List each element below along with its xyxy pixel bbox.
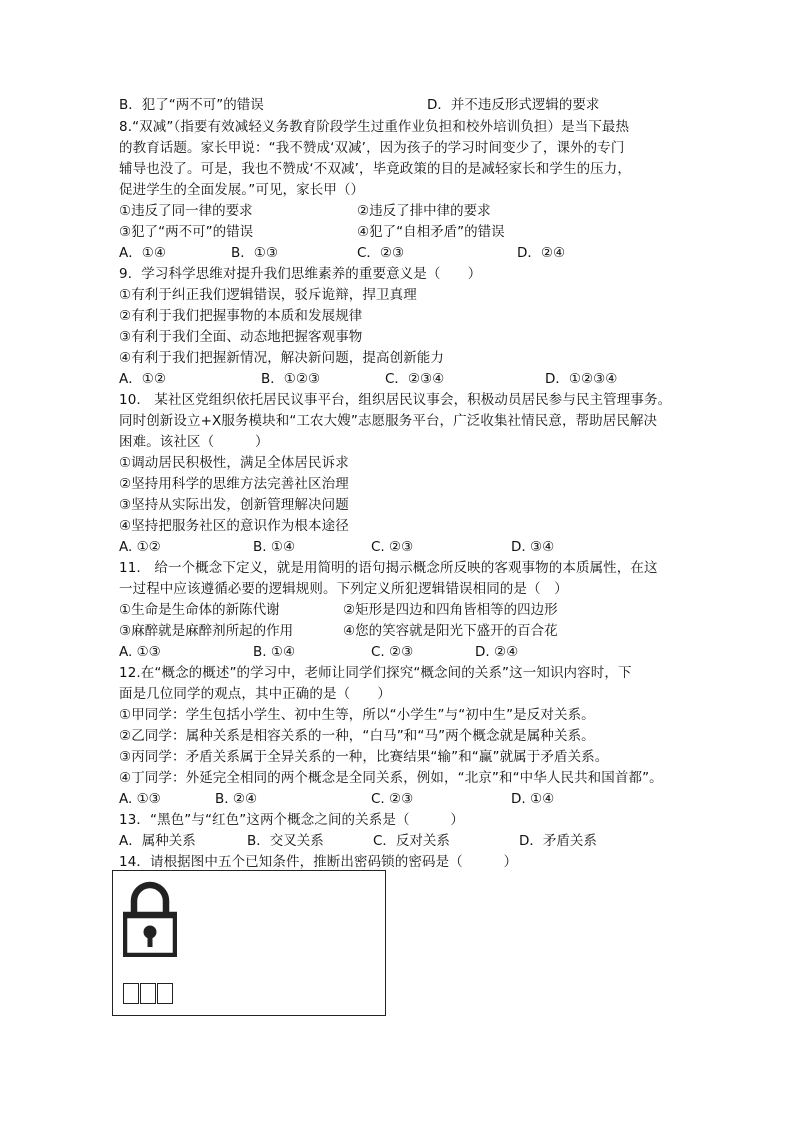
q8-option-b: B．①③ <box>231 245 278 261</box>
q11-option-b: B. ①④ <box>253 644 296 660</box>
q10-item-4: ④坚持把服务社区的意识作为根本途径 <box>119 518 349 534</box>
q12-item-4: ④丁同学：外延完全相同的两个概念是全同关系，例如，“北京”和“中华人民共和国首都”。 <box>119 770 663 786</box>
q12-stem-line-2: 面是几位同学的观点，其中正确的是（ ） <box>119 686 391 702</box>
q10-stem-line-3: 困难。该社区（ ） <box>119 434 269 450</box>
q10-option-c: C. ②③ <box>371 539 414 555</box>
q11-option-d: D. ②④ <box>475 644 519 660</box>
q11-item-3: ③麻醉就是麻醉剂所起的作用 <box>119 623 294 639</box>
q11-item-4: ④您的笑容就是阳光下盛开的百合花 <box>343 623 558 639</box>
q8-item-3: ③犯了“两不可”的错误 <box>119 224 254 240</box>
q12-option-b: B. ②④ <box>215 791 258 807</box>
q10-item-1: ①调动居民积极性，满足全体居民诉求 <box>119 455 349 471</box>
q12-option-d: D. ①④ <box>511 791 555 807</box>
q11-stem-line-2: 一过程中应该遵循必要的逻辑规则。下列定义所犯逻辑错误相同的是（ ） <box>119 581 568 597</box>
q11-option-a: A. ①③ <box>119 644 161 660</box>
q9-item-2: ②有利于我们把握事物的本质和发展规律 <box>119 308 363 324</box>
lock-figure <box>112 870 386 1016</box>
q9-option-a: A．①② <box>119 371 166 387</box>
q8-item-4: ④犯了“自相矛盾”的错误 <box>357 224 505 240</box>
q11-item-2: ②矩形是四边和四角皆相等的四边形 <box>343 602 558 618</box>
q8-option-a: A．①④ <box>119 245 166 261</box>
q13-stem: 13．“黑色”与“红色”这两个概念之间的关系是（ ） <box>119 812 464 828</box>
q8-option-d: D．②④ <box>517 245 566 261</box>
q10-option-a: A. ①② <box>119 539 161 555</box>
code-box-1 <box>123 983 139 1004</box>
q8-stem-line-1: 8.“双减”（指要有效减轻义务教育阶段学生过重作业负担和校外培训负担）是当下最热 <box>119 119 630 135</box>
q8-stem-line-3: 辅导也没了。可是，我也不赞成‘不双减’，毕竟政策的目的是减轻家长和学生的压力， <box>119 161 631 177</box>
code-box-2 <box>140 983 156 1004</box>
q9-item-3: ③有利于我们全面、动态地把握客观事物 <box>119 329 363 345</box>
q9-item-1: ①有利于纠正我们逻辑错误，驳斥诡辩，捍卫真理 <box>119 287 417 303</box>
q11-option-c: C. ②③ <box>371 644 414 660</box>
q12-stem-line-1: 12.在“概念的概述”的学习中，老师让同学们探究“概念间的关系”这一知识内容时，下 <box>119 665 632 681</box>
q13-option-a: A．属种关系 <box>119 833 196 849</box>
q10-stem-line-1: 10. 某社区党组织依托居民议事平台，组织居民议事会，积极动员居民参与民主管理事务。 <box>119 392 672 408</box>
q12-item-3: ③丙同学：矛盾关系属于全异关系的一种，比赛结果“输”和“赢”就属于矛盾关系。 <box>119 749 609 765</box>
q13-option-d: D．矛盾关系 <box>519 833 597 849</box>
q10-item-2: ②坚持用科学的思维方法完善社区治理 <box>119 476 349 492</box>
q7-option-b: B．犯了“两不可”的错误 <box>119 97 264 113</box>
q8-item-2: ②违反了排中律的要求 <box>357 203 491 219</box>
q12-item-1: ①甲同学：学生包括小学生、初中生等，所以“小学生”与“初中生”是反对关系。 <box>119 707 595 723</box>
q7-option-d: D．并不违反形式逻辑的要求 <box>427 97 600 113</box>
q12-item-2: ②乙同学：属种关系是相容关系的一种，“白马”和“马”两个概念就是属种关系。 <box>119 728 595 744</box>
q8-stem-line-4: 促进学生的全面发展。”可见，家长甲（） <box>119 182 365 198</box>
q12-option-a: A. ①③ <box>119 791 161 807</box>
q12-option-c: C. ②③ <box>371 791 414 807</box>
q10-option-b: B. ①④ <box>253 539 296 555</box>
q9-stem: 9．学习科学思维对提升我们思维素养的重要意义是（ ） <box>119 266 482 282</box>
padlock-icon <box>123 881 177 957</box>
q10-stem-line-2: 同时创新设立+X服务模块和“工农大嫂”志愿服务平台，广泛收集社情民意，帮助居民解决 <box>119 413 658 429</box>
q8-option-c: C．②③ <box>357 245 405 261</box>
q10-item-3: ③坚持从实际出发，创新管理解决问题 <box>119 497 349 513</box>
code-box-3 <box>157 983 173 1004</box>
q13-option-b: B．交叉关系 <box>247 833 324 849</box>
q9-option-d: D．①②③④ <box>545 371 618 387</box>
q13-option-c: C．反对关系 <box>373 833 450 849</box>
q9-item-4: ④有利于我们把握新情况，解决新问题，提高创新能力 <box>119 350 445 366</box>
q11-stem-line-1: 11. 给一个概念下定义，就是用简明的语句揭示概念所反映的客观事物的本质属性，在这 <box>119 560 658 576</box>
q8-item-1: ①违反了同一律的要求 <box>119 203 253 219</box>
q10-option-d: D. ③④ <box>511 539 555 555</box>
q9-option-b: B．①②③ <box>261 371 321 387</box>
q11-item-1: ①生命是生命体的新陈代谢 <box>119 602 280 618</box>
q8-stem-line-2: 的教育话题。家长甲说：“我不赞成‘双减’，因为孩子的学习时间变少了，课外的专门 <box>119 140 625 156</box>
q9-option-c: C．②③④ <box>385 371 445 387</box>
q14-stem: 14．请根据图中五个已知条件，推断出密码锁的密码是（ ） <box>119 854 518 870</box>
code-boxes <box>123 983 174 1004</box>
